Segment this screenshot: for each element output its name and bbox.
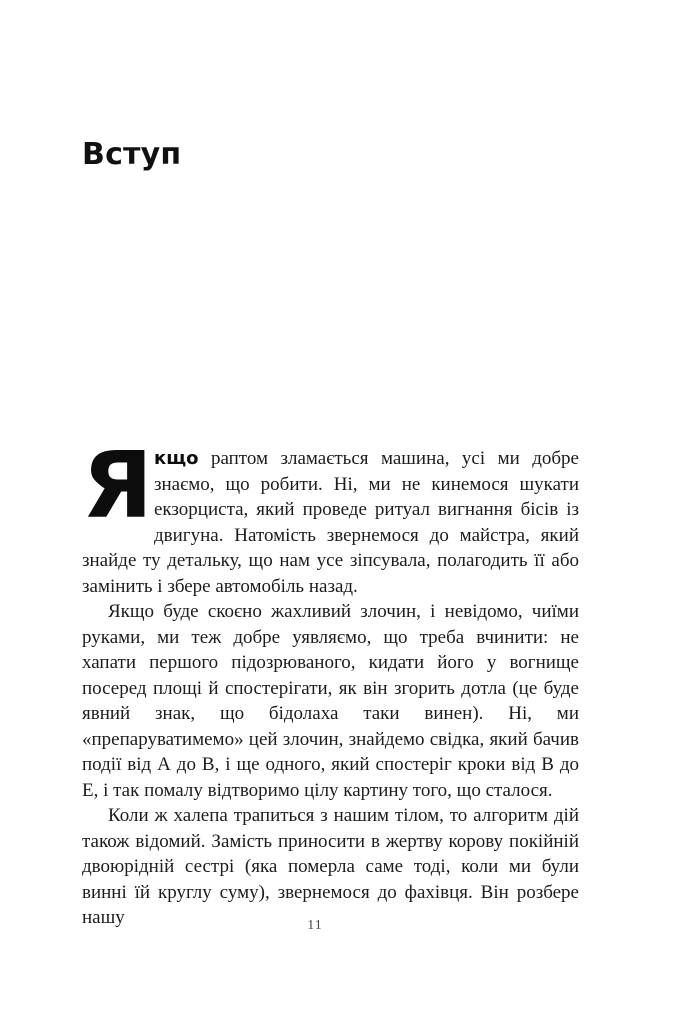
paragraph-opening [82,432,579,599]
chapter-title: Вступ [82,137,182,172]
lead-word: кщо [154,448,199,469]
paragraph-second: Якщо буде скоєно жахливий злочин, і невідомо, чиїми руками, ми теж добре уявляємо, що треба вчинити: не хапати першого підозрюваного, кидати його у вогнище посеред площі й спостерігати, як він згорить дотла (це буде явний знак, що бідолаха таки винен). Ні, ми «препаруватимемо» цей злочин, знайдемо свідка, який бачив події від А до В, і ще одного, який спостеріг кроки від В до Е, і так помалу відтворимо цілу картину того, що сталося. [82,601,579,801]
page-number: 11 [307,918,323,933]
paragraph-opening-text: раптом зламається машина, усі ми добре знаємо, що робити. Ні, ми не кинемося шукати екзорциста, який проведе ритуал вигнання бісів із двигуна. Натомість звернемося до майстра, який знайде ту детальку, що нам усе зіпсувала, полагодить її або замінить і збере автомобіль назад. [82,448,579,597]
dropcap-letter: Я [82,432,153,539]
body-text [82,432,579,931]
paragraph-third: Коли ж халепа трапиться з нашим тілом, то алгоритм дій також відомий. Замість приносити в жертву корову покійній двоюрідній сестрі (яка померла саме тоді, коли ми були винні їй круглу суму), звернемося до фахівця. Він розбере нашу [82,805,579,928]
